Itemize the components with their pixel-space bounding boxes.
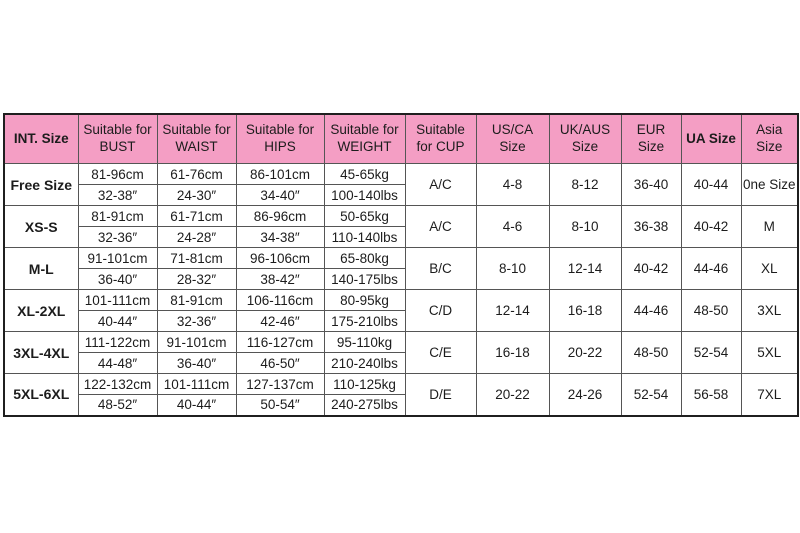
waist-cm-cell: 101-111cm (157, 374, 236, 395)
waist-in-cell: 28-32″ (157, 269, 236, 290)
table-row (4, 248, 798, 269)
header-weight: Suitable for WEIGHT (324, 114, 405, 164)
ua-cell: 56-58 (681, 374, 741, 416)
bust-in-cell: 32-36″ (78, 227, 157, 248)
us-ca-cell: 16-18 (476, 332, 549, 374)
waist-cm-cell: 81-91cm (157, 290, 236, 311)
weight-lbs-cell: 175-210lbs (324, 311, 405, 332)
waist-cm-cell: 91-101cm (157, 332, 236, 353)
eur-cell: 36-38 (621, 206, 681, 248)
weight-kg-cell: 45-65kg (324, 164, 405, 185)
hips-cm-cell: 86-96cm (236, 206, 324, 227)
cup-cell: C/D (405, 290, 476, 332)
waist-in-cell: 24-30″ (157, 185, 236, 206)
us-ca-cell: 8-10 (476, 248, 549, 290)
size-label: 5XL-6XL (4, 374, 78, 416)
header-bust: Suitable for BUST (78, 114, 157, 164)
header-waist: Suitable for WAIST (157, 114, 236, 164)
asia-cell: 5XL (741, 332, 798, 374)
header-uk-aus: UK/AUS Size (549, 114, 621, 164)
us-ca-cell: 12-14 (476, 290, 549, 332)
asia-cell: XL (741, 248, 798, 290)
size-label: 3XL-4XL (4, 332, 78, 374)
uk-aus-cell: 12-14 (549, 248, 621, 290)
hips-in-cell: 50-54″ (236, 395, 324, 416)
bust-in-cell: 36-40″ (78, 269, 157, 290)
bust-cm-cell: 81-96cm (78, 164, 157, 185)
uk-aus-cell: 24-26 (549, 374, 621, 416)
eur-cell: 52-54 (621, 374, 681, 416)
header-hips: Suitable for HIPS (236, 114, 324, 164)
us-ca-cell: 20-22 (476, 374, 549, 416)
uk-aus-cell: 20-22 (549, 332, 621, 374)
weight-kg-cell: 95-110kg (324, 332, 405, 353)
us-ca-cell: 4-8 (476, 164, 549, 206)
weight-lbs-cell: 110-140lbs (324, 227, 405, 248)
cup-cell: D/E (405, 374, 476, 416)
waist-in-cell: 40-44″ (157, 395, 236, 416)
hips-in-cell: 34-40″ (236, 185, 324, 206)
size-label: Free Size (4, 164, 78, 206)
ua-cell: 40-44 (681, 164, 741, 206)
header-cup: Suitable for CUP (405, 114, 476, 164)
size-label: M-L (4, 248, 78, 290)
uk-aus-cell: 16-18 (549, 290, 621, 332)
size-label: XL-2XL (4, 290, 78, 332)
bust-cm-cell: 81-91cm (78, 206, 157, 227)
waist-in-cell: 36-40″ (157, 353, 236, 374)
table-row (4, 164, 798, 185)
weight-kg-cell: 50-65kg (324, 206, 405, 227)
uk-aus-cell: 8-10 (549, 206, 621, 248)
header-us-ca: US/CA Size (476, 114, 549, 164)
waist-cm-cell: 71-81cm (157, 248, 236, 269)
eur-cell: 48-50 (621, 332, 681, 374)
header-eur: EUR Size (621, 114, 681, 164)
ua-cell: 52-54 (681, 332, 741, 374)
waist-in-cell: 32-36″ (157, 311, 236, 332)
cup-cell: A/C (405, 206, 476, 248)
waist-cm-cell: 61-71cm (157, 206, 236, 227)
weight-lbs-cell: 140-175lbs (324, 269, 405, 290)
hips-cm-cell: 86-101cm (236, 164, 324, 185)
table-row (4, 374, 798, 395)
bust-cm-cell: 101-111cm (78, 290, 157, 311)
ua-cell: 48-50 (681, 290, 741, 332)
asia-cell: 7XL (741, 374, 798, 416)
ua-cell: 40-42 (681, 206, 741, 248)
weight-kg-cell: 65-80kg (324, 248, 405, 269)
cup-cell: A/C (405, 164, 476, 206)
bust-in-cell: 48-52″ (78, 395, 157, 416)
weight-lbs-cell: 210-240lbs (324, 353, 405, 374)
bust-in-cell: 40-44″ (78, 311, 157, 332)
size-chart-table (3, 113, 799, 417)
bust-cm-cell: 91-101cm (78, 248, 157, 269)
bust-in-cell: 44-48″ (78, 353, 157, 374)
weight-lbs-cell: 100-140lbs (324, 185, 405, 206)
hips-in-cell: 42-46″ (236, 311, 324, 332)
eur-cell: 40-42 (621, 248, 681, 290)
cup-cell: C/E (405, 332, 476, 374)
hips-in-cell: 34-38″ (236, 227, 324, 248)
hips-cm-cell: 96-106cm (236, 248, 324, 269)
size-label: XS-S (4, 206, 78, 248)
bust-cm-cell: 111-122cm (78, 332, 157, 353)
eur-cell: 36-40 (621, 164, 681, 206)
hips-cm-cell: 106-116cm (236, 290, 324, 311)
header-int-size: INT. Size (4, 114, 78, 164)
weight-kg-cell: 80-95kg (324, 290, 405, 311)
hips-in-cell: 38-42″ (236, 269, 324, 290)
header-ua: UA Size (681, 114, 741, 164)
waist-in-cell: 24-28″ (157, 227, 236, 248)
cup-cell: B/C (405, 248, 476, 290)
header-asia: Asia Size (741, 114, 798, 164)
waist-cm-cell: 61-76cm (157, 164, 236, 185)
bust-in-cell: 32-38″ (78, 185, 157, 206)
hips-cm-cell: 116-127cm (236, 332, 324, 353)
bust-cm-cell: 122-132cm (78, 374, 157, 395)
table-row (4, 290, 798, 311)
table-row (4, 206, 798, 227)
weight-lbs-cell: 240-275lbs (324, 395, 405, 416)
hips-cm-cell: 127-137cm (236, 374, 324, 395)
header-row (4, 114, 798, 164)
asia-cell: 3XL (741, 290, 798, 332)
eur-cell: 44-46 (621, 290, 681, 332)
uk-aus-cell: 8-12 (549, 164, 621, 206)
weight-kg-cell: 110-125kg (324, 374, 405, 395)
table-row (4, 332, 798, 353)
ua-cell: 44-46 (681, 248, 741, 290)
asia-cell: 0ne Size (741, 164, 798, 206)
asia-cell: M (741, 206, 798, 248)
hips-in-cell: 46-50″ (236, 353, 324, 374)
us-ca-cell: 4-6 (476, 206, 549, 248)
